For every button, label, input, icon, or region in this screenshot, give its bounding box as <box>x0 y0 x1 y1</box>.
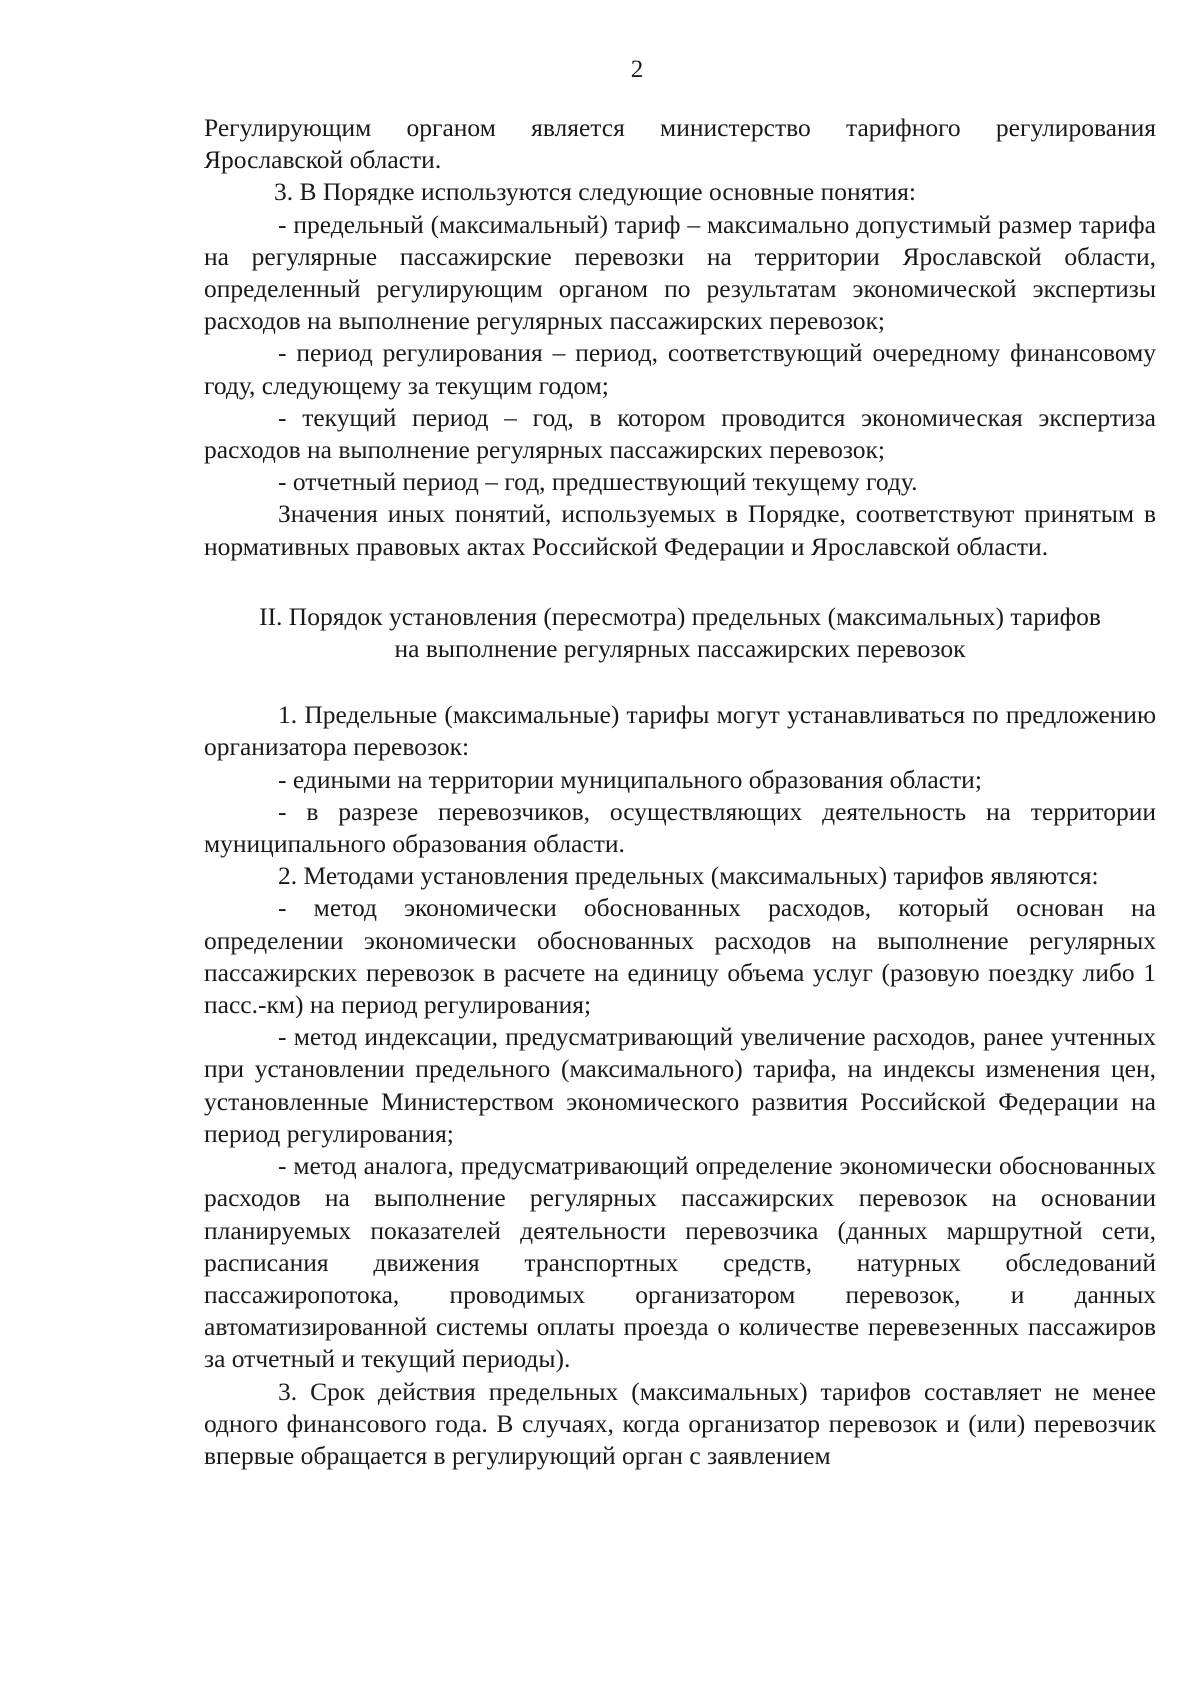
section-heading <box>204 601 1156 665</box>
paragraph-2-1: 1. Предельные (максимальные) тарифы могут устанавливаться по предложению организатора перевозок: <box>204 700 1156 762</box>
section-heading-line-2: на выполнение регулярных пассажирских перевозок <box>394 634 966 664</box>
definition-current-period: - текущий период – год, в котором проводится экономическая экспертиза расходов на выполнение регулярных пассажирских перевозок; <box>204 402 1156 465</box>
page-number: 2 <box>630 56 644 83</box>
document-body <box>204 112 1156 1472</box>
definition-max-tariff: - предельный (максимальный) тариф – максимально допустимый размер тарифа на регулярные пассажирские перевозки на территории Ярославской области, определенный регулирующим органом по результатам экономической экспертизы расходов на выполнение регулярных пассажирских перевозок; <box>204 209 1156 336</box>
definition-reporting-period: - отчетный период – год, предшествующий текущему году. <box>278 467 918 497</box>
paragraph-item-3: 3. В Порядке используются следующие основные понятия: <box>274 177 916 207</box>
list-item-uniform: - едиными на территории муниципального образования области; <box>278 764 982 794</box>
paragraph-2-3: 3. Срок действия предельных (максимальных) тарифов составляет не менее одного финансового года. В случаях, когда организатор перевозок и (или) перевозчик впервые обращается в регулирующий орган с заявлением <box>204 1376 1156 1470</box>
list-item-method-indexation: - метод индексации, предусматривающий увеличение расходов, ранее учтенных при установлении предельного (максимального) тарифа, на индексы изменения цен, установленные Министерством экономического развития Российской Федерации на период регулирования; <box>204 1022 1156 1148</box>
list-item-method-analog: - метод аналога, предусматривающий определение экономически обоснованных расходов на выполнение регулярных пассажирских перевозок на основании планируемых показателей деятельности перевозчика (данных маршрутной сети, расписания движения транспортных средств, натурных обследований пассажиропотока, проводимых организатором перевозок, и данных автоматизированной системы оплаты проезда о количестве перевезенных пассажиров за отчетный и текущий периоды). <box>204 1151 1156 1374</box>
section-heading-line-1: II. Порядок установления (пересмотра) предельных (максимальных) тарифов <box>259 601 1101 631</box>
paragraph-regulator: Регулирующим органом является министерство тарифного регулирования Ярославской области. <box>204 113 1156 175</box>
paragraph-other-concepts: Значения иных понятий, используемых в Порядке, соответствуют принятым в нормативных правовых актах Российской Федерации и Ярославской области. <box>204 499 1156 561</box>
paragraph-2-2: 2. Методами установления предельных (максимальных) тарифов являются: <box>278 861 1099 891</box>
list-item-method-costs: - метод экономически обоснованных расходов, который основан на определении экономически обоснованных расходов на выполнение регулярных пассажирских перевозок в расчете на единицу объема услуг (разовую поездку либо 1 пасс.-км) на период регулирования; <box>204 893 1156 1020</box>
definition-regulation-period: - период регулирования – период, соответствующий очередному финансовому году, следующему за текущим годом; <box>204 338 1156 400</box>
list-item-by-carrier: - в разрезе перевозчиков, осуществляющих деятельность на территории муниципального образования области. <box>204 796 1156 859</box>
